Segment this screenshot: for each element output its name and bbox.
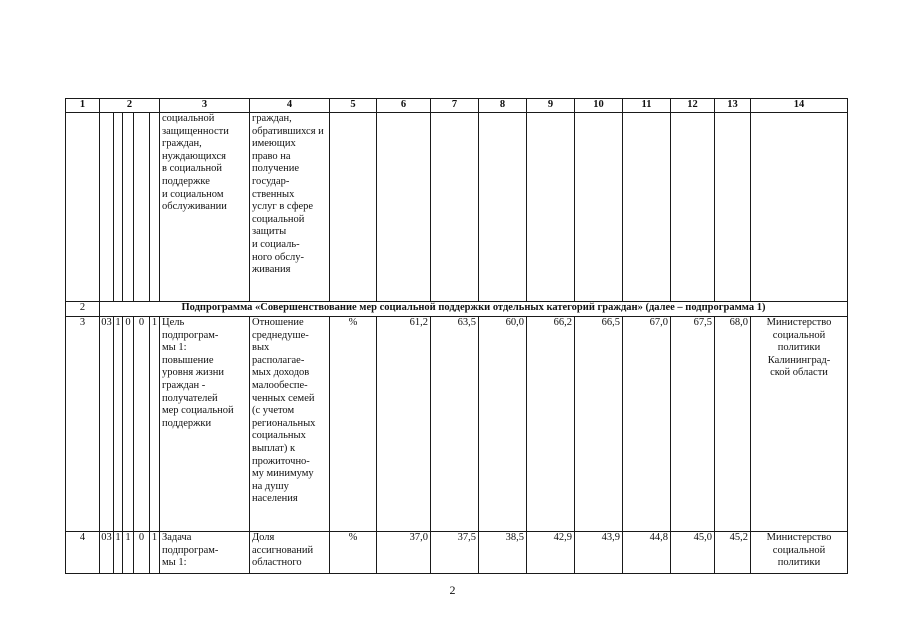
code-cell: 03 <box>100 317 114 532</box>
code-cell: 1 <box>114 317 123 532</box>
col-header-10: 10 <box>575 99 623 113</box>
col-header-12: 12 <box>671 99 715 113</box>
table-row <box>66 532 848 574</box>
responsible-cell: Министерство социальной политики Калининград- ской области <box>751 317 848 532</box>
col-header-14: 14 <box>751 99 848 113</box>
col-header-2: 2 <box>100 99 160 113</box>
code-cell: 03 <box>100 532 114 574</box>
value-cell: 67,0 <box>623 317 671 532</box>
value-cell: 66,2 <box>527 317 575 532</box>
value-cell: 45,2 <box>715 532 751 574</box>
page-number: 2 <box>449 583 456 597</box>
row-number: 2 <box>66 302 100 317</box>
col-header-7: 7 <box>431 99 479 113</box>
value-cell: 63,5 <box>431 317 479 532</box>
goal-cell: Цель подпрограм- мы 1: повышение уровня жизни граждан - получателей мер социальной поддержки <box>160 317 250 532</box>
value-cell: 44,8 <box>623 532 671 574</box>
value-cell: 61,2 <box>377 317 431 532</box>
col-header-6: 6 <box>377 99 431 113</box>
value-cell: 38,5 <box>479 532 527 574</box>
responsible-cell: Министерство социальной политики <box>751 532 848 574</box>
column-number-row <box>66 99 848 113</box>
value-cell: 66,5 <box>575 317 623 532</box>
goal-cell: социальной защищенности граждан, нуждающихся в социальной поддержке и социальном обслуживании <box>160 113 250 302</box>
col-header-13: 13 <box>715 99 751 113</box>
table-row <box>66 317 848 532</box>
indicators-table <box>65 98 848 574</box>
code-cell: 1 <box>150 317 160 532</box>
indicator-cell: Отношение среднедуше- вых располагае- мых доходов малообеспе- ченных семей (с учетом региональных социальных выплат) к прожиточно- му минимуму на душу населения <box>250 317 330 532</box>
subprogram-title: Подпрограмма «Совершенствование мер социальной поддержки отдельных категорий граждан» (далее – подпрограмма 1) <box>100 302 848 317</box>
row-number: 4 <box>66 532 100 574</box>
col-header-11: 11 <box>623 99 671 113</box>
col-header-4: 4 <box>250 99 330 113</box>
value-cell: 37,0 <box>377 532 431 574</box>
subprogram-row <box>66 302 848 317</box>
indicator-cell: граждан, обратившихся и имеющих право на получение государ- ственных услуг в сфере социальной защиты и социаль- ного обслу- живания <box>250 113 330 302</box>
col-header-3: 3 <box>160 99 250 113</box>
code-cell: 0 <box>134 317 150 532</box>
goal-cell: Задача подпрограм- мы 1: <box>160 532 250 574</box>
value-cell: 68,0 <box>715 317 751 532</box>
col-header-1: 1 <box>66 99 100 113</box>
value-cell: 43,9 <box>575 532 623 574</box>
code-cell: 1 <box>114 532 123 574</box>
col-header-9: 9 <box>527 99 575 113</box>
value-cell: 45,0 <box>671 532 715 574</box>
code-cell: 1 <box>150 532 160 574</box>
code-cell: 0 <box>123 317 134 532</box>
code-cell: 0 <box>134 532 150 574</box>
continuation-row <box>66 113 848 302</box>
col-header-8: 8 <box>479 99 527 113</box>
value-cell: 67,5 <box>671 317 715 532</box>
col-header-5: 5 <box>330 99 377 113</box>
code-cell: 1 <box>123 532 134 574</box>
unit-cell: % <box>330 317 377 532</box>
row-number: 3 <box>66 317 100 532</box>
value-cell: 42,9 <box>527 532 575 574</box>
value-cell: 37,5 <box>431 532 479 574</box>
indicator-cell: Доля ассигнований областного <box>250 532 330 574</box>
value-cell: 60,0 <box>479 317 527 532</box>
unit-cell: % <box>330 532 377 574</box>
